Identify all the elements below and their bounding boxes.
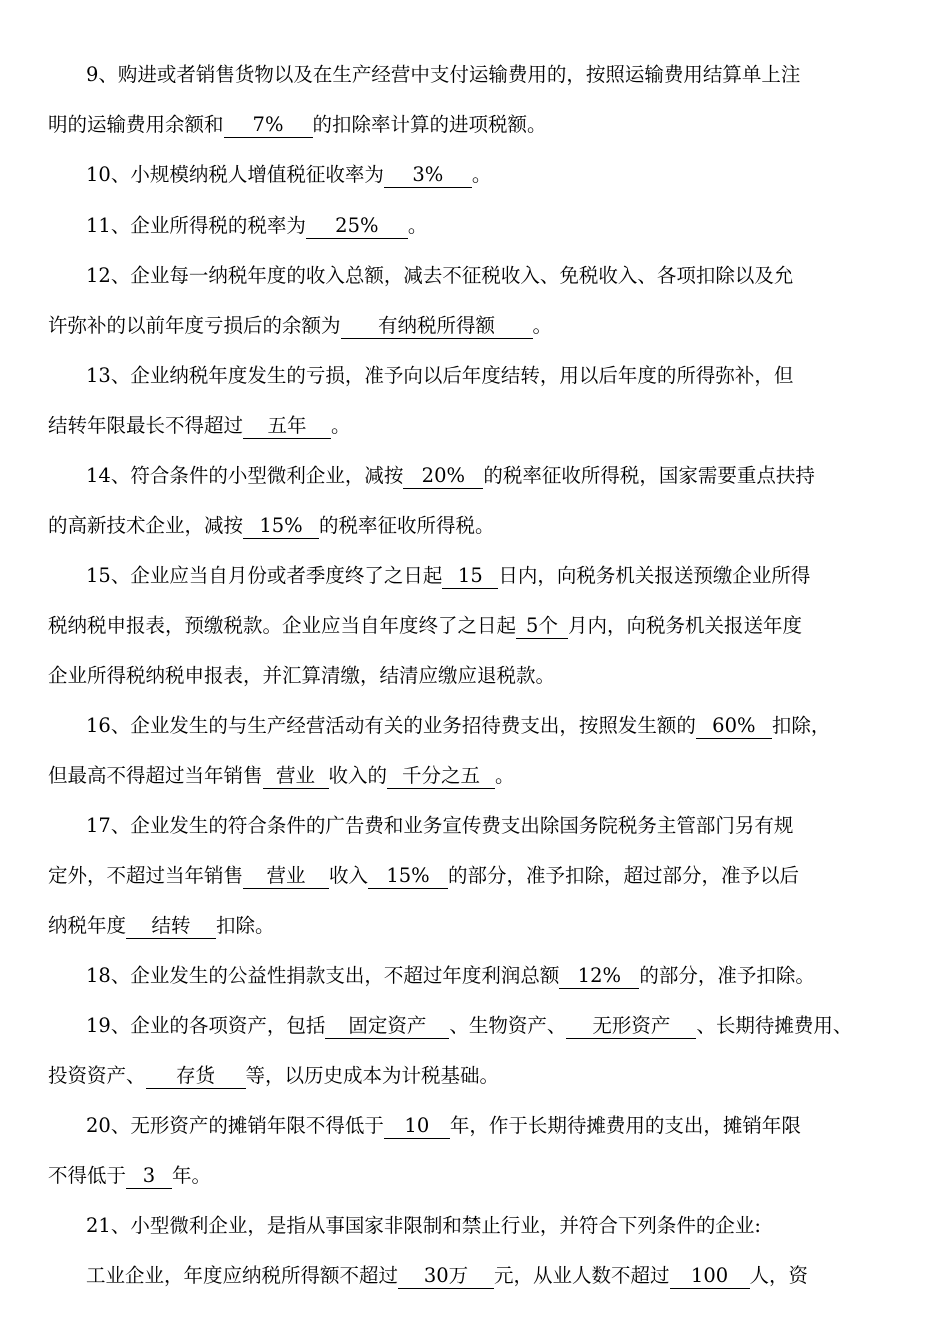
q19-answer-blank: 固定资产 (325, 1014, 449, 1039)
q10-text: 10、小规模纳税人增值税征收率为 (86, 163, 384, 186)
q16-text: 收入的 (328, 764, 388, 787)
q19-text: 、生物资产、 (449, 1014, 567, 1037)
q15-answer-blank: 15 (442, 564, 498, 589)
q16-text: 16、企业发生的与生产经营活动有关的业务招待费支出，按照发生额的 (86, 714, 696, 737)
q19-text: 等，以历史成本为计税基础。 (245, 1064, 500, 1087)
q17-answer-blank-3: 结转 (126, 914, 216, 939)
q16-text: 但最高不得超过当年销售 (48, 764, 263, 787)
q19-answer-blank-3: 存货 (146, 1064, 246, 1089)
q17-answer-blank-2: 15% (368, 864, 448, 889)
q18-text: 18、企业发生的公益性捐款支出，不超过年度利润总额 (86, 964, 560, 987)
q21-answer-blank: 30万 (398, 1264, 494, 1289)
q15-text: 月内，向税务机关报送年度 (568, 614, 803, 637)
q10-line (86, 160, 926, 190)
q9-text: 9、购进或者销售货物以及在生产经营中支付运输费用的，按照运输费用结算单上注 (86, 63, 801, 86)
q17-answer-blank: 营业 (243, 864, 329, 889)
q13-line-1 (86, 361, 926, 391)
q12-line-1 (86, 261, 926, 291)
q14-answer-blank-2: 15% (243, 514, 319, 539)
q20-text: 不得低于 (48, 1164, 127, 1187)
q12-line-2 (48, 311, 926, 341)
q15-line-3 (48, 661, 926, 691)
q9-text: 明的运输费用余额和 (48, 113, 224, 136)
q15-line-1 (86, 561, 926, 591)
q9-answer-blank: 7% (224, 113, 313, 138)
q21-text: 工业企业，年度应纳税所得额不超过 (86, 1264, 399, 1287)
q20-answer-blank: 10 (384, 1114, 450, 1139)
q21-text: 21、小型微利企业，是指从事国家非限制和禁止行业，并符合下列条件的企业: (86, 1214, 761, 1237)
q16-answer-blank-3: 千分之五 (387, 764, 495, 789)
q21-text: 人，资 (749, 1264, 809, 1287)
q19-text: 19、企业的各项资产，包括 (86, 1014, 326, 1037)
q16-answer-blank: 60% (696, 714, 772, 739)
q14-answer-blank: 20% (403, 464, 483, 489)
q19-line-1 (86, 1011, 926, 1041)
q21-line-2 (86, 1261, 926, 1291)
q15-text: 日内，向税务机关报送预缴企业所得 (498, 564, 811, 587)
q11-line (86, 211, 926, 241)
q20-line-2 (48, 1161, 926, 1191)
q13-text: 13、企业纳税年度发生的亏损，准予向以后年度结转，用以后年度的所得弥补，但 (86, 364, 794, 387)
q10-text: 。 (471, 163, 492, 186)
q16-line-1 (86, 711, 926, 741)
q20-line-1 (86, 1111, 926, 1141)
q18-line (86, 961, 926, 991)
q10-answer-blank: 3% (384, 163, 472, 188)
q17-text: 17、企业发生的符合条件的广告费和业务宣传费支出除国务院税务主管部门另有规 (86, 814, 794, 837)
q15-answer-blank-2: 5个 (516, 614, 568, 639)
q14-text: 的税率征收所得税，国家需要重点扶持 (483, 464, 815, 487)
q16-answer-blank-2: 营业 (263, 764, 329, 789)
q14-line-2 (48, 511, 926, 541)
q17-text: 扣除。 (216, 914, 275, 937)
q20-text: 20、无形资产的摊销年限不得低于 (86, 1114, 384, 1137)
q12-answer-blank: 有纳税所得额 (341, 314, 533, 339)
q14-text: 的高新技术企业，减按 (48, 514, 244, 537)
q15-text: 15、企业应当自月份或者季度终了之日起 (86, 564, 443, 587)
q13-text: 结转年限最长不得超过 (48, 414, 244, 437)
q19-line-2 (48, 1061, 926, 1091)
q14-text: 的税率征收所得税。 (319, 514, 495, 537)
q21-answer-blank-2: 100 (670, 1264, 750, 1289)
q11-text: 。 (407, 214, 428, 237)
q16-text: 扣除， (771, 714, 831, 737)
q20-text: 年。 (172, 1164, 212, 1187)
q19-text: 、长期待摊费用、 (696, 1014, 853, 1037)
q14-text: 14、符合条件的小型微利企业，减按 (86, 464, 404, 487)
q19-text: 投资资产、 (48, 1064, 146, 1087)
q9-text: 的扣除率计算的进项税额。 (312, 113, 547, 136)
q12-text: 。 (532, 314, 553, 337)
q9-line-1 (86, 60, 926, 90)
q17-line-1 (86, 811, 926, 841)
q15-text: 税纳税申报表，预缴税款。企业应当自年度终了之日起 (48, 614, 517, 637)
q16-text: 。 (495, 764, 515, 787)
q11-text: 11、企业所得税的税率为 (86, 214, 306, 237)
q18-text: 的部分，准予扣除。 (639, 964, 815, 987)
q11-answer-blank: 25% (306, 214, 408, 239)
q9-line-2 (48, 110, 926, 140)
q14-line-1 (86, 461, 926, 491)
q17-text: 定外，不超过当年销售 (48, 864, 244, 887)
q17-line-2 (48, 861, 926, 891)
q17-line-3 (48, 911, 926, 941)
q15-line-2 (48, 611, 926, 641)
q15-text: 企业所得税纳税申报表，并汇算清缴，结清应缴应退税款。 (48, 664, 556, 687)
q18-answer-blank: 12% (559, 964, 639, 989)
q13-answer-blank: 五年 (243, 414, 331, 439)
q17-text: 纳税年度 (48, 914, 127, 937)
q20-text: 年，作于长期待摊费用的支出，摊销年限 (449, 1114, 801, 1137)
q19-answer-blank-2: 无形资产 (566, 1014, 696, 1039)
q21-text: 元，从业人数不超过 (494, 1264, 670, 1287)
q13-text: 。 (331, 414, 351, 437)
q20-answer-blank-2: 3 (126, 1164, 172, 1189)
q21-line-1 (86, 1211, 926, 1241)
q12-text: 12、企业每一纳税年度的收入总额，减去不征税收入、免税收入、各项扣除以及允 (86, 264, 794, 287)
q16-line-2 (48, 761, 926, 791)
q13-line-2 (48, 411, 926, 441)
q12-text: 许弥补的以前年度亏损后的余额为 (48, 314, 341, 337)
q17-text: 收入 (329, 864, 369, 887)
q17-text: 的部分，准予扣除，超过部分，准予以后 (448, 864, 800, 887)
